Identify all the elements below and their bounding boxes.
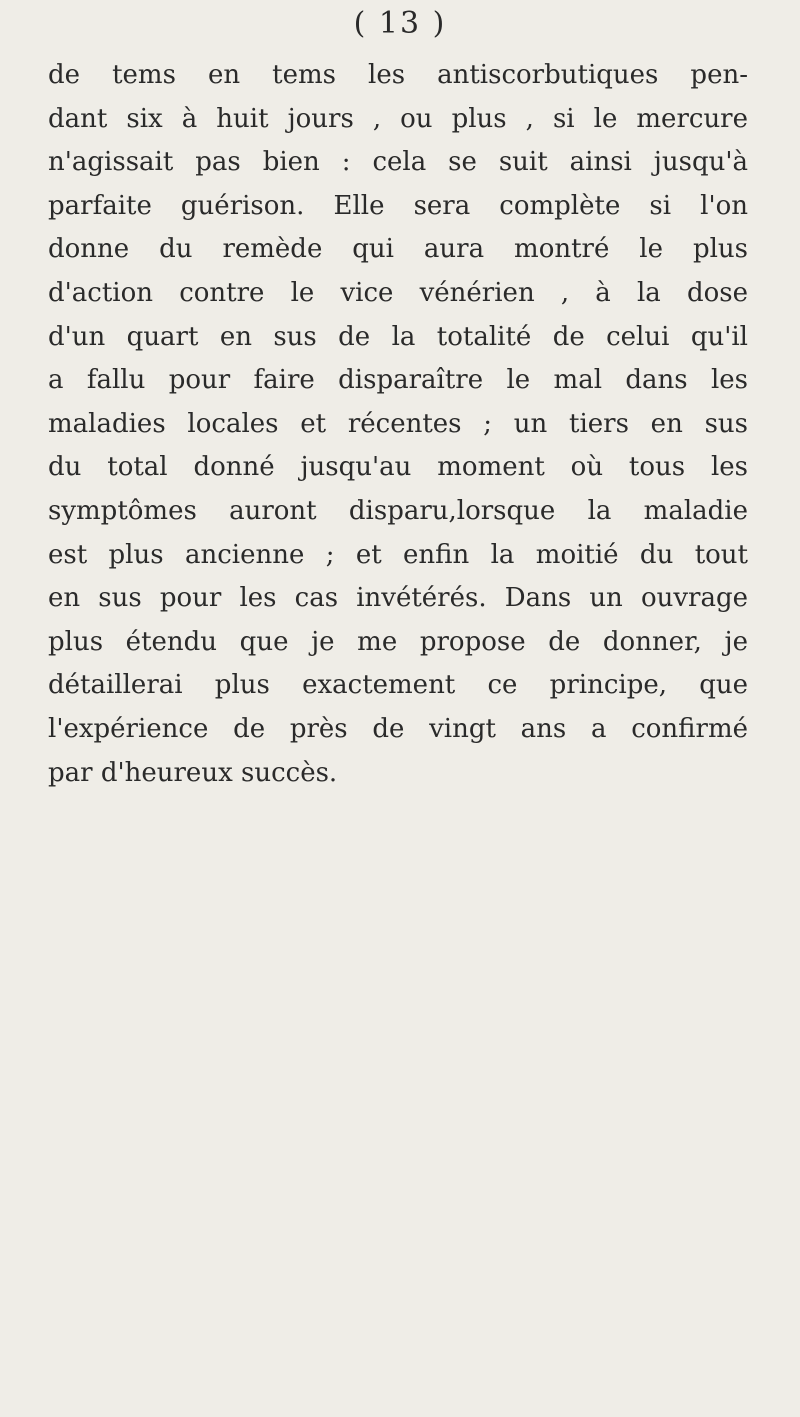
text-line: dant six à huit jours , ou plus , si le mercure — [48, 103, 748, 134]
text-line: symptômes auront disparu,lorsque la maladie — [48, 495, 748, 526]
text-line: par d'heureux succès. — [48, 757, 338, 788]
body-paragraph — [48, 54, 748, 795]
text-line: de tems en tems les antiscorbutiques pen- — [48, 60, 748, 90]
text-line: n'agissait pas bien : cela se suit ainsi jusqu'à — [48, 147, 748, 178]
text-line: parfaite guérison. Elle sera complète si l'on — [48, 190, 748, 221]
text-line: détaillerai plus exactement ce principe, que — [48, 670, 748, 701]
text-line: plus étendu que je me propose de donner, je — [48, 626, 748, 657]
text-line: du total donné jusqu'au moment où tous les — [48, 452, 748, 483]
text-line: donne du remède qui aura montré le plus — [48, 234, 748, 265]
text-line: d'action contre le vice vénérien , à la dose — [48, 277, 748, 308]
text-line: a fallu pour faire disparaître le mal dans les — [48, 365, 748, 396]
text-line: l'expérience de près de vingt ans a confirmé — [48, 713, 748, 744]
text-line: en sus pour les cas invétérés. Dans un ouvrage — [48, 583, 748, 614]
text-line: maladies locales et récentes ; un tiers en sus — [48, 408, 748, 439]
text-line: est plus ancienne ; et enfin la moitié du tout — [48, 539, 748, 570]
text-line: d'un quart en sus de la totalité de celui qu'il — [48, 321, 748, 352]
page-number: ( 13 ) — [353, 6, 447, 41]
